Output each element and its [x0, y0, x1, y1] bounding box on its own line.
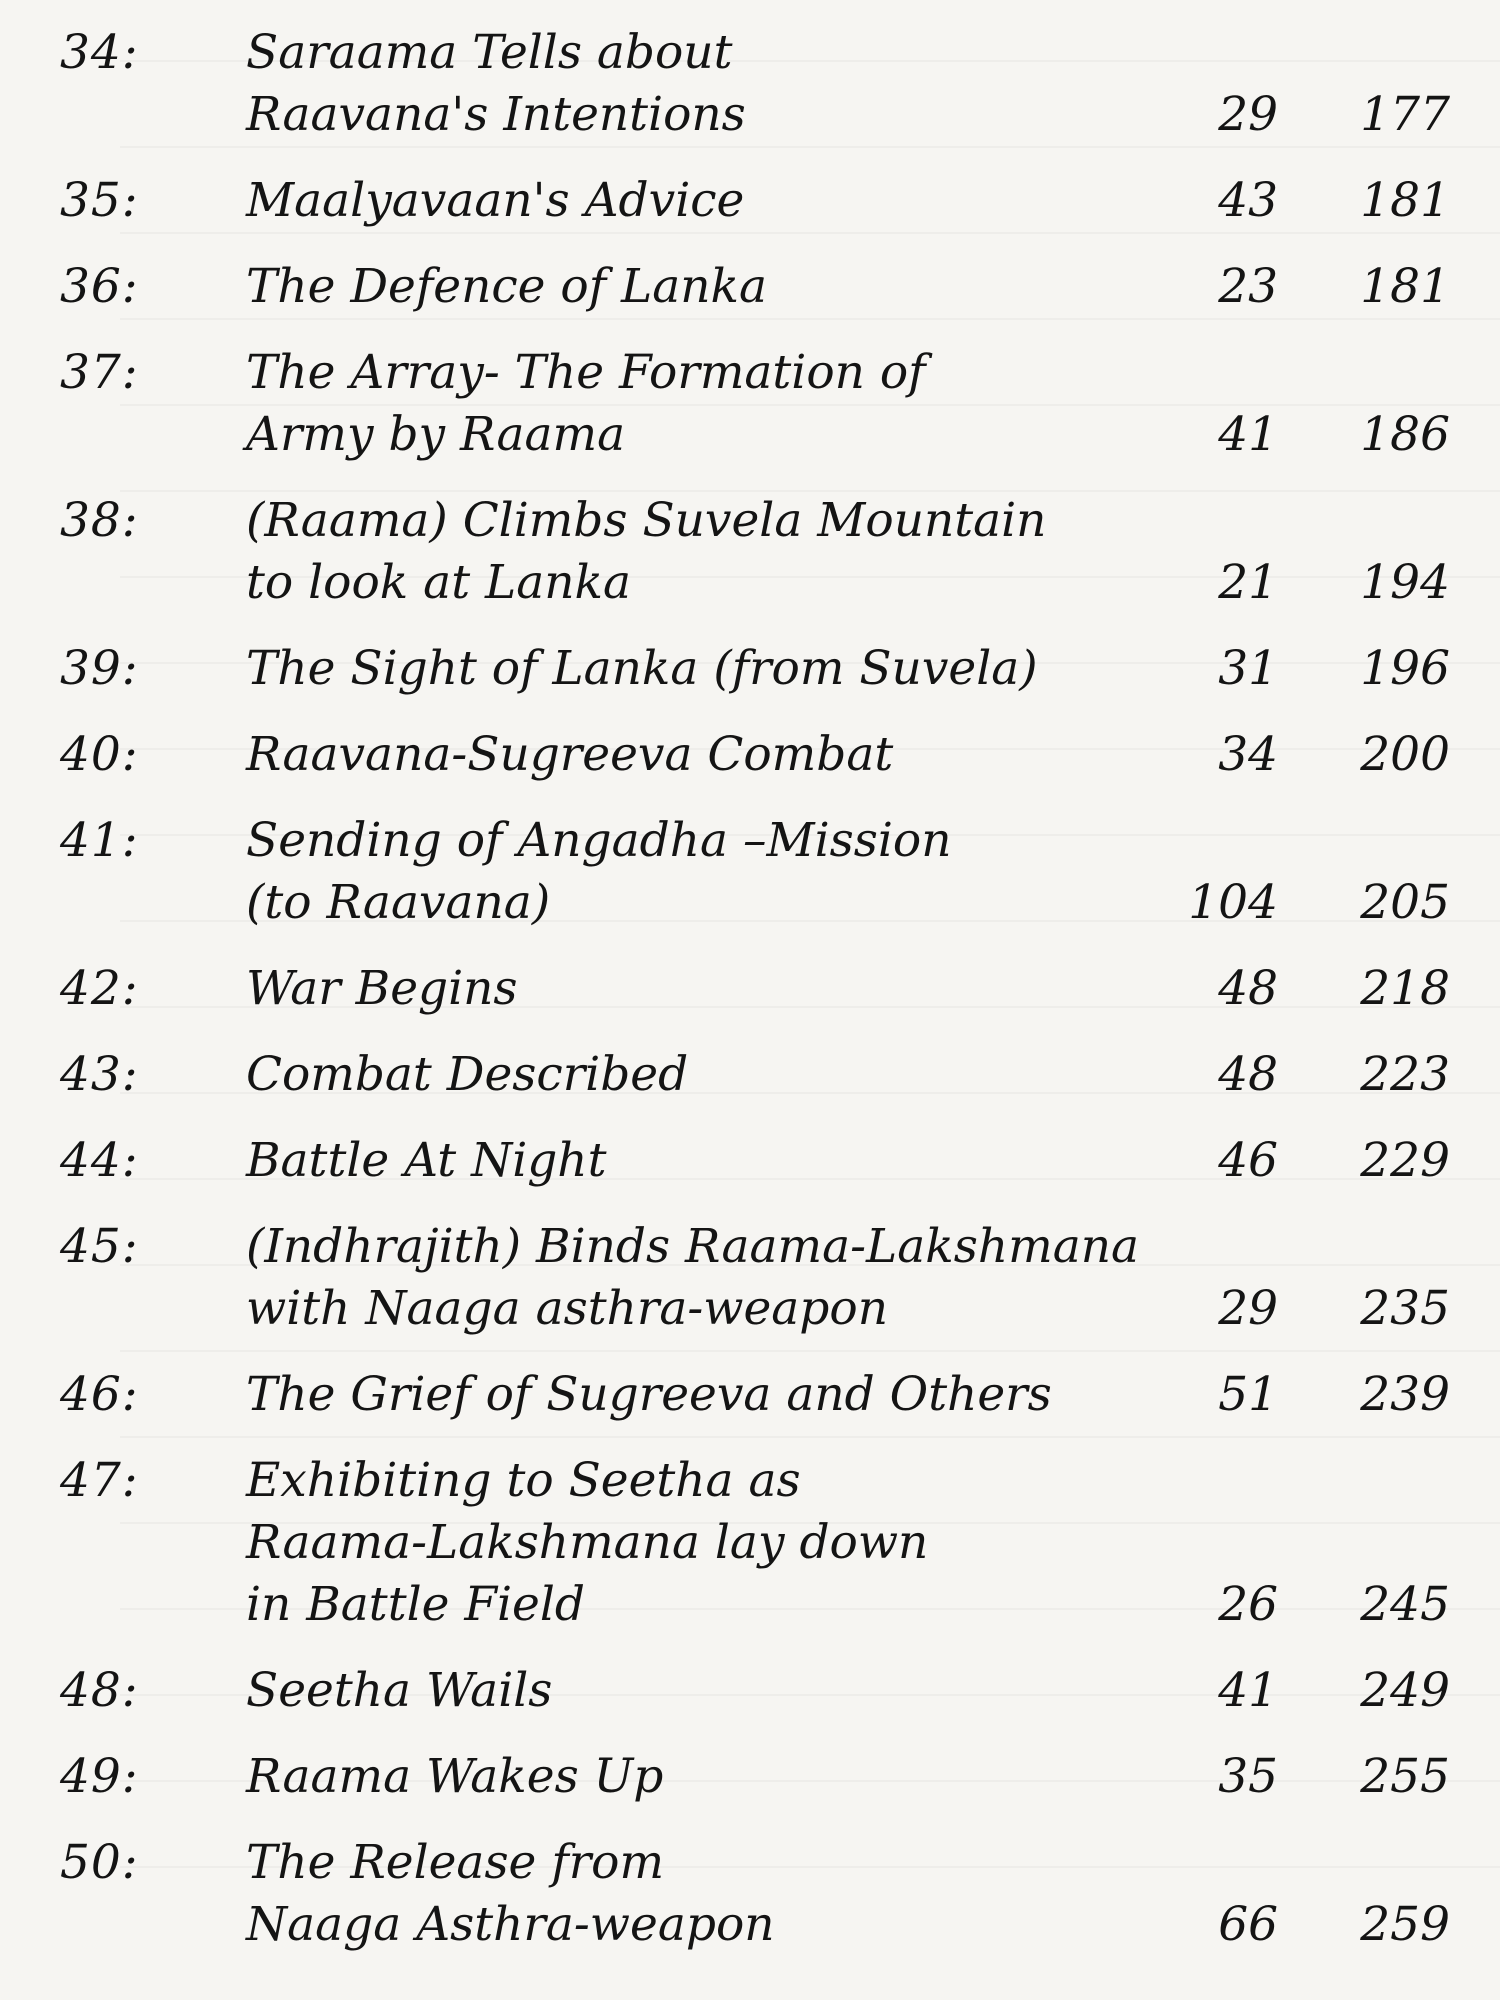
chapter-number: 38:: [60, 493, 139, 548]
contents-entry: [0, 724, 1500, 786]
chapter-title: [246, 638, 1206, 700]
chapter-title: [246, 1660, 1206, 1722]
verse-count: 66: [1218, 1897, 1278, 1952]
contents-entry: [0, 638, 1500, 700]
verse-count: 46: [1218, 1133, 1278, 1188]
page-number: 181: [1360, 173, 1450, 228]
contents-entry: [0, 256, 1500, 318]
chapter-number: 42:: [60, 961, 139, 1016]
chapter-number: 44:: [60, 1133, 139, 1188]
verse-count: 31: [1218, 641, 1278, 696]
chapter-title-line: Sending of Angadha –Mission: [246, 813, 952, 868]
chapter-title-line: (to Raavana): [246, 875, 551, 930]
chapter-title: [246, 1130, 1206, 1192]
chapter-title-line: Raama-Lakshmana lay down: [246, 1515, 929, 1570]
contents-entry: [0, 1364, 1500, 1426]
verse-count: 23: [1218, 259, 1278, 314]
page-number: 249: [1360, 1663, 1450, 1718]
chapter-title-line: The Release from: [246, 1835, 665, 1890]
verse-count: 51: [1218, 1367, 1278, 1422]
verse-count: 29: [1218, 1281, 1278, 1336]
page-number: 177: [1360, 87, 1450, 142]
chapter-title-line: Army by Raama: [246, 407, 626, 462]
chapter-title: [246, 958, 1206, 1020]
contents-entry: [0, 170, 1500, 232]
chapter-title-line: War Begins: [246, 961, 518, 1016]
contents-entry: [0, 1044, 1500, 1106]
verse-count: 48: [1218, 961, 1278, 1016]
contents-entry: [0, 22, 1500, 146]
chapter-number: 40:: [60, 727, 139, 782]
chapter-number: 35:: [60, 173, 139, 228]
contents-entry: [0, 490, 1500, 614]
chapter-title: [246, 1044, 1206, 1106]
chapter-title: [246, 22, 1206, 146]
contents-entry: [0, 1450, 1500, 1636]
verse-count: 34: [1218, 727, 1278, 782]
verse-count: 41: [1218, 407, 1278, 462]
page-number: 255: [1360, 1749, 1450, 1804]
page-number: 186: [1360, 407, 1450, 462]
page-number: 239: [1360, 1367, 1450, 1422]
chapter-title: [246, 724, 1206, 786]
chapter-title-line: with Naaga asthra-weapon: [246, 1281, 888, 1336]
chapter-number: 48:: [60, 1663, 139, 1718]
verse-count: 35: [1218, 1749, 1278, 1804]
chapter-title: [246, 342, 1206, 466]
chapter-title-line: Saraama Tells about: [246, 25, 733, 80]
verse-count: 41: [1218, 1663, 1278, 1718]
page-number: 194: [1360, 555, 1450, 610]
chapter-number: 46:: [60, 1367, 139, 1422]
page-number: 259: [1360, 1897, 1450, 1952]
page-number: 229: [1360, 1133, 1450, 1188]
chapter-title: [246, 1746, 1206, 1808]
chapter-title-line: Maalyavaan's Advice: [246, 173, 745, 228]
chapter-title-line: (Indhrajith) Binds Raama-Lakshmana: [246, 1219, 1139, 1274]
contents-entry: [0, 1130, 1500, 1192]
page-number: 223: [1360, 1047, 1450, 1102]
chapter-number: 49:: [60, 1749, 139, 1804]
chapter-title-line: Raama Wakes Up: [246, 1749, 664, 1804]
contents-entry: [0, 1660, 1500, 1722]
chapter-title: [246, 256, 1206, 318]
contents-entry: [0, 342, 1500, 466]
verse-count: 21: [1218, 555, 1278, 610]
chapter-title: [246, 1450, 1206, 1636]
chapter-title-line: The Sight of Lanka (from Suvela): [246, 641, 1038, 696]
chapter-title-line: The Defence of Lanka: [246, 259, 768, 314]
chapter-title-line: to look at Lanka: [246, 555, 632, 610]
contents-entry: [0, 958, 1500, 1020]
verse-count: 29: [1218, 87, 1278, 142]
chapter-number: 34:: [60, 25, 139, 80]
verse-count: 48: [1218, 1047, 1278, 1102]
chapter-title-line: Battle At Night: [246, 1133, 607, 1188]
chapter-title-line: The Array- The Formation of: [246, 345, 926, 400]
chapter-number: 36:: [60, 259, 139, 314]
chapter-title-line: Raavana-Sugreeva Combat: [246, 727, 894, 782]
page-number: 245: [1360, 1577, 1450, 1632]
chapter-title: [246, 1216, 1206, 1340]
chapter-title: [246, 490, 1206, 614]
chapter-title: [246, 810, 1206, 934]
chapter-title-line: in Battle Field: [246, 1577, 585, 1632]
contents-entry: [0, 1746, 1500, 1808]
chapter-number: 50:: [60, 1835, 139, 1890]
chapter-title: [246, 1832, 1206, 1956]
chapter-number: 45:: [60, 1219, 139, 1274]
chapter-number: 43:: [60, 1047, 139, 1102]
page-number: 235: [1360, 1281, 1450, 1336]
chapter-title-line: Seetha Wails: [246, 1663, 553, 1718]
chapter-title-line: Naaga Asthra-weapon: [246, 1897, 775, 1952]
chapter-number: 41:: [60, 813, 139, 868]
verse-count: 26: [1218, 1577, 1278, 1632]
contents-entry: [0, 1832, 1500, 1956]
chapter-number: 47:: [60, 1453, 139, 1508]
chapter-number: 39:: [60, 641, 139, 696]
page-number: 205: [1360, 875, 1450, 930]
contents-entry: [0, 1216, 1500, 1340]
chapter-title-line: (Raama) Climbs Suvela Mountain: [246, 493, 1047, 548]
chapter-title-line: The Grief of Sugreeva and Others: [246, 1367, 1052, 1422]
page-number: 181: [1360, 259, 1450, 314]
chapter-title: [246, 1364, 1206, 1426]
page-number: 200: [1360, 727, 1450, 782]
chapter-title: [246, 170, 1206, 232]
page-number: 218: [1360, 961, 1450, 1016]
page-number: 196: [1360, 641, 1450, 696]
verse-count: 43: [1218, 173, 1278, 228]
chapter-title-line: Exhibiting to Seetha as: [246, 1453, 801, 1508]
verse-count: 104: [1188, 875, 1278, 930]
chapter-title-line: Raavana's Intentions: [246, 87, 746, 142]
chapter-number: 37:: [60, 345, 139, 400]
contents-list: [0, 22, 1500, 1956]
chapter-title-line: Combat Described: [246, 1047, 689, 1102]
contents-entry: [0, 810, 1500, 934]
